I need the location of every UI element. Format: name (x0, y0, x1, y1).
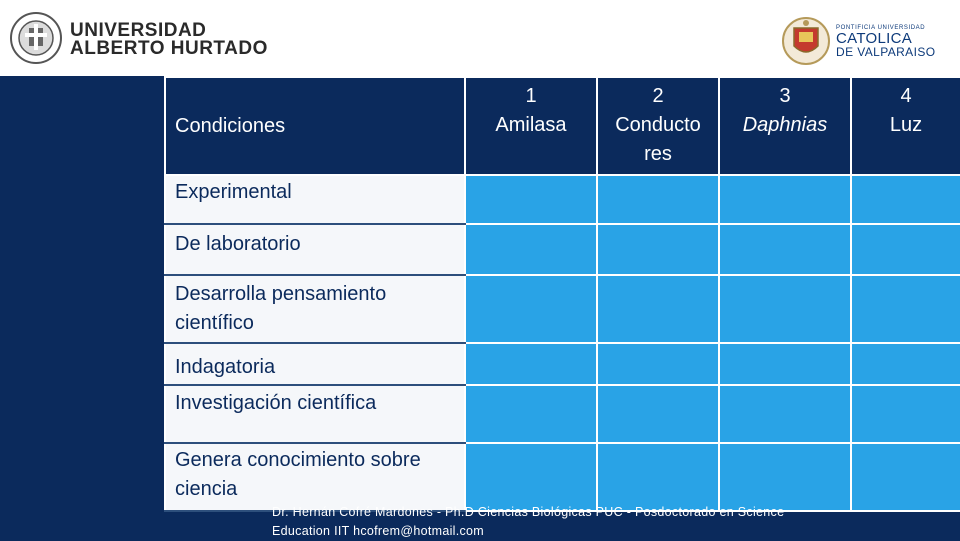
conditions-table (164, 76, 960, 512)
table-cell (465, 224, 597, 275)
pucv-seal-icon (782, 14, 830, 68)
table-cell (597, 224, 719, 275)
column-name: Luz (889, 114, 923, 136)
table-cell (465, 443, 597, 511)
table-cell (851, 275, 960, 343)
table-cell (597, 275, 719, 343)
table-cell (851, 385, 960, 443)
pucv-logo-line2: CATOLICA (836, 30, 913, 47)
table-cell (597, 175, 719, 224)
column-header-3 (719, 77, 851, 175)
table-cell (851, 175, 960, 224)
table-row (165, 175, 960, 224)
table-cell (597, 443, 719, 511)
pucv-logo-text (836, 24, 935, 58)
uah-logo-text (70, 22, 268, 58)
uah-seal-icon (10, 12, 62, 64)
table-cell (851, 443, 960, 511)
row-label (165, 275, 465, 343)
column-name: Amilasa (495, 114, 567, 136)
uah-logo-line1: UNIVERSIDAD (70, 20, 207, 41)
table-cell (597, 343, 719, 385)
footer-line2: Education IIT hcofrem@hotmail.com (272, 524, 485, 538)
table-cell (719, 385, 851, 443)
column-header-1 (465, 77, 597, 175)
table-cell (719, 175, 851, 224)
pucv-logo-line3: DE VALPARAISO (836, 45, 936, 59)
table-row (165, 443, 960, 511)
table-row (165, 275, 960, 343)
column-number: 1 (525, 85, 537, 107)
row-label: Indagatoria (165, 343, 465, 385)
row-label: Experimental (165, 175, 465, 224)
pucv-logo-line1: PONTIFICIA UNIVERSIDAD (836, 25, 926, 31)
table-cell (719, 275, 851, 343)
table-cell (465, 175, 597, 224)
column-name-line1: Conducto (615, 114, 701, 136)
table-header-row (165, 77, 960, 175)
row-label (165, 443, 465, 511)
table-cell (851, 224, 960, 275)
row-label: De laboratorio (165, 224, 465, 275)
table-cell (719, 443, 851, 511)
corner-label: Condiciones (165, 77, 465, 175)
table-row (165, 224, 960, 275)
table-row (165, 343, 960, 385)
row-label: Investigación científica (165, 385, 465, 443)
table-cell (851, 343, 960, 385)
table-row (165, 385, 960, 443)
row-label-line2: científico (175, 312, 254, 334)
table-cell (719, 224, 851, 275)
row-label-line1: Desarrolla pensamiento (175, 283, 387, 305)
table-cell (597, 385, 719, 443)
column-number: 2 (652, 85, 664, 107)
footer-line1: Dr. Hernán Cofré Mardones - Ph.D Ciencias Biológicas PUC - Posdoctorado en Science (272, 505, 785, 519)
row-label-line1: Genera conocimiento sobre (175, 449, 421, 471)
row-label-line2: ciencia (175, 478, 238, 500)
table-cell (719, 343, 851, 385)
uah-logo-line2: ALBERTO HURTADO (70, 38, 268, 59)
header-bar (0, 0, 960, 76)
footer-credit (272, 503, 842, 541)
column-header-2 (597, 77, 719, 175)
table-cell (465, 275, 597, 343)
column-name-line2: res (644, 143, 672, 165)
column-name: Daphnias (742, 114, 828, 136)
table-cell (465, 385, 597, 443)
column-number: 4 (900, 85, 912, 107)
table-cell (465, 343, 597, 385)
column-header-4 (851, 77, 960, 175)
column-number: 3 (779, 85, 791, 107)
